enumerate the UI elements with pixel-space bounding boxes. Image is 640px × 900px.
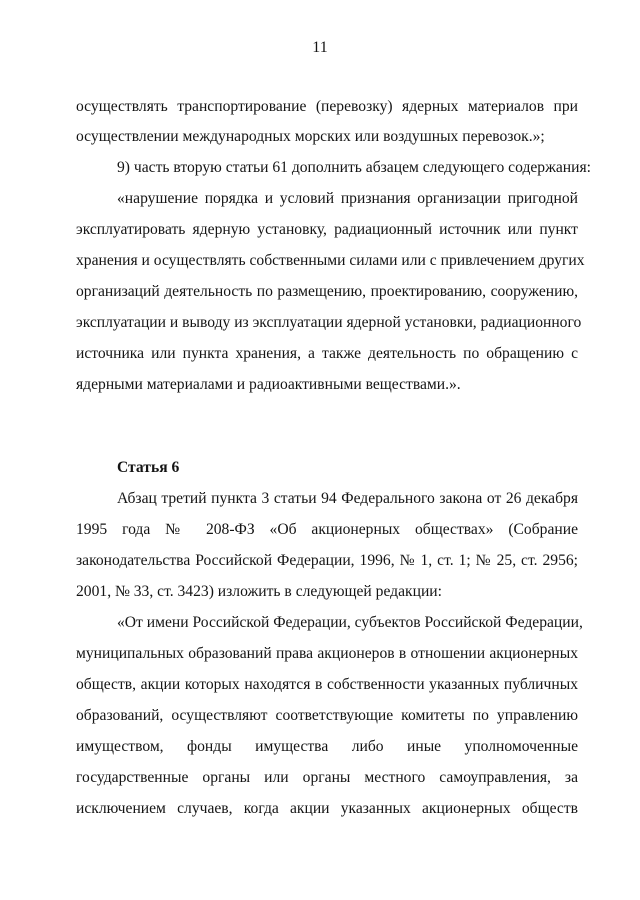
quote-line: организаций деятельность по размещению, проектированию, сооружению, (76, 283, 578, 300)
text-line: осуществлении международных морских или воздушных перевозок.»; (76, 128, 545, 145)
text-line: осуществлять транспортирование (перевозку) ядерных материалов при (76, 98, 578, 115)
quote-line: источника или пункта хранения, а также деятельность по обращению с (76, 345, 578, 362)
text-line: законодательства Российской Федерации, 1996, № 1, ст. 1; № 25, ст. 2956; (76, 552, 578, 569)
list-item-9: 9) часть вторую статьи 61 дополнить абзацем следующего содержания: (117, 159, 591, 176)
quote-line: образований, осуществляют соответствующие комитеты по управлению (76, 707, 578, 724)
quote-line: хранения и осуществлять собственными силами или с привлечением других (76, 252, 585, 269)
article-heading: Статья 6 (117, 459, 180, 476)
quote-line: эксплуатировать ядерную установку, радиационный источник или пункт (76, 221, 578, 238)
quote-line: имуществом, фонды имущества либо иные уполномоченные (76, 738, 578, 755)
quote-line: исключением случаев, когда акции указанных акционерных обществ (76, 800, 578, 817)
quote-line: «нарушение порядка и условий признания организации пригодной (117, 190, 578, 207)
text-line: Абзац третий пункта 3 статьи 94 Федерального закона от 26 декабря (117, 490, 578, 507)
quote-line: обществ, акции которых находятся в собственности указанных публичных (76, 676, 578, 693)
quote-line: эксплуатации и выводу из эксплуатации ядерной установки, радиационного (76, 314, 582, 331)
page-number: 11 (312, 39, 328, 56)
text-line: 2001, № 33, ст. 3423) изложить в следующей редакции: (76, 583, 442, 600)
text-line: 1995 года № 208-ФЗ «Об акционерных обществах» (Собрание (76, 521, 578, 538)
quote-line: муниципальных образований права акционеров в отношении акционерных (76, 645, 578, 662)
quote-line: «От имени Российской Федерации, субъектов Российской Федерации, (117, 614, 583, 631)
quote-line: государственные органы или органы местного самоуправления, за (76, 769, 578, 786)
quote-line: ядерными материалами и радиоактивными веществами.». (76, 376, 461, 393)
